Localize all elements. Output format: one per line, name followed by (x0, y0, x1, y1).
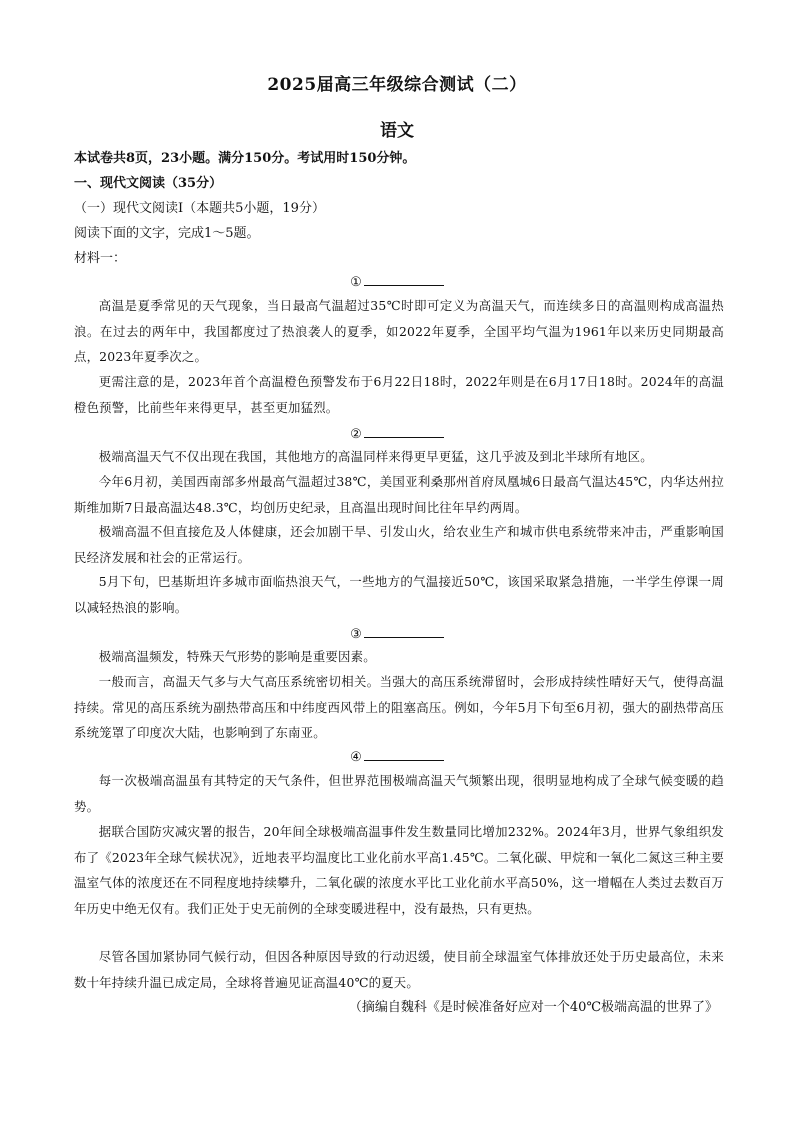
sub-section-heading: （一）现代文阅读Ⅰ（本题共5小题，19分） (74, 201, 325, 216)
blank-heading-2 (0, 424, 794, 442)
paragraph: 一般而言，高温天气多与大气高压系统密切相关。当强大的高压系统滞留时，会形成持续性晴好天气，使得高温持续。常见的高压系统为副热带高压和中纬度西风带上的阻塞高压。例如，今年5月下旬至6月初，强大的副热带高压系统笼罩了印度次大陆，也影响到了东南亚。 (74, 674, 724, 740)
exam-info: 本试卷共8页，23小题。满分150分。考试用时150分钟。 (74, 151, 416, 166)
fill-blank-line (364, 624, 444, 638)
paragraph: 今年6月初，美国西南部多州最高气温超过38℃，美国亚利桑那州首府凤凰城6日最高气温达45℃，内华达州拉斯维加斯7日最高温达48.3℃，均创历史纪录，且高温出现时间比往年早约两周。 (74, 474, 724, 515)
heading-number: ③ (350, 627, 362, 642)
fill-blank-line (364, 424, 444, 438)
paragraph: 极端高温频发，特殊天气形势的影响是重要因素。 (98, 649, 376, 664)
blank-heading-3 (0, 624, 794, 642)
blank-heading-4 (0, 747, 794, 765)
paragraph: 更需注意的是，2023年首个高温橙色预警发布于6月22日18时，2022年则是在6月17日18时。2024年的高温橙色预警，比前些年来得更早，甚至更加猛烈。 (74, 374, 724, 415)
section-heading: 一、现代文阅读（35分） (74, 176, 223, 191)
heading-number: ① (350, 275, 362, 290)
paragraph: 5月下旬，巴基斯坦许多城市面临热浪天气，一些地方的气温接近50℃，该国采取紧急措施，一半学生停课一周以减轻热浪的影响。 (74, 574, 724, 615)
exam-title: 2025届高三年级综合测试（二） (267, 75, 527, 95)
heading-number: ④ (350, 750, 362, 765)
paragraph: 极端高温不但直接危及人体健康，还会加剧干旱、引发山火，给农业生产和城市供电系统带来冲击，严重影响国民经济发展和社会的正常运行。 (74, 524, 724, 565)
heading-number: ② (350, 427, 362, 442)
paragraph: 尽管各国加紧协同气候行动，但因各种原因导致的行动迟缓，使目前全球温室气体排放还处于历史最高位，未来数十年持续升温已成定局，全球将普遍见证高温40℃的夏天。 (74, 949, 724, 990)
paragraph: 据联合国防灾减灾署的报告，20年间全球极端高温事件发生数量同比增加232%。2024年3月，世界气象组织发布了《2023年全球气候状况》，近地表平均温度比工业化前水平高1.45℃。二氧化碳、甲烷和一氧化二氮这三种主要温室气体的浓度还在不同程度地持续攀升，二氧化碳的浓度水平比工业化前水平高50%，这一增幅在人类过去数百万年历史中绝无仅有。我们正处于史无前例的全球变暖进程中，没有最热，只有更热。 (74, 824, 724, 916)
subject-title: 语文 (380, 121, 414, 141)
material-label: 材料一： (74, 251, 127, 266)
paragraph: 每一次极端高温虽有其特定的天气条件，但世界范围极端高温天气频繁出现，很明显地构成了全球气候变暖的趋势。 (74, 773, 724, 814)
fill-blank-line (364, 272, 444, 286)
reading-instruction: 阅读下面的文字，完成1～5题。 (74, 226, 260, 241)
paragraph: 极端高温天气不仅出现在我国，其他地方的高温同样来得更早更猛，这几乎波及到北半球所有地区。 (98, 449, 653, 464)
fill-blank-line (364, 747, 444, 761)
blank-heading-1 (0, 272, 794, 290)
paragraph: 高温是夏季常见的天气现象，当日最高气温超过35℃时即可定义为高温天气，而连续多日的高温则构成高温热浪。在过去的两年中，我国都度过了热浪袭人的夏季，如2022年夏季，全国平均气温为1961年以来历史同期最高点，2023年夏季次之。 (74, 298, 724, 364)
source-citation: （摘编自魏科《是时候准备好应对一个40℃极端高温的世界了》 (348, 1000, 718, 1015)
